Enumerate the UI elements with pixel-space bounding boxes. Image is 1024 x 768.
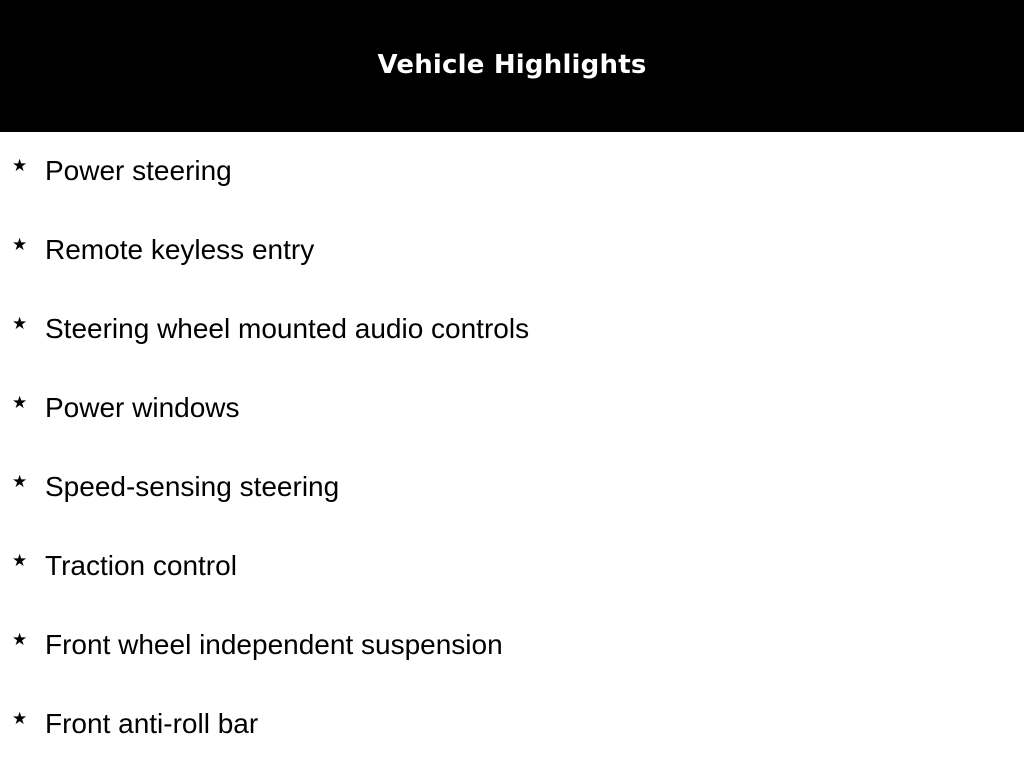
star-icon: ★ (12, 551, 28, 571)
list-item (0, 290, 1024, 369)
star-icon: ★ (12, 235, 28, 255)
highlight-label: Speed-sensing steering (45, 471, 340, 502)
highlight-label: Power windows (45, 392, 240, 423)
star-icon: ★ (12, 393, 28, 413)
list-item (0, 211, 1024, 290)
star-icon: ★ (12, 630, 28, 650)
highlight-label: Remote keyless entry (45, 234, 315, 265)
list-item (0, 448, 1024, 527)
list-item (0, 369, 1024, 448)
list-item (0, 685, 1024, 764)
highlight-label: Steering wheel mounted audio controls (45, 313, 530, 344)
highlight-label: Traction control (45, 550, 237, 581)
page-title: Vehicle Highlights (377, 50, 647, 80)
star-icon: ★ (12, 156, 28, 176)
highlight-label: Power steering (45, 155, 232, 186)
highlights-list (0, 132, 1024, 764)
highlight-label: Front anti-roll bar (45, 708, 259, 739)
star-icon: ★ (12, 314, 28, 334)
list-item (0, 132, 1024, 211)
star-icon: ★ (12, 709, 28, 729)
star-icon: ★ (12, 472, 28, 492)
highlight-label: Front wheel independent suspension (45, 629, 503, 660)
list-item (0, 527, 1024, 606)
list-item (0, 606, 1024, 685)
header-bar (0, 0, 1024, 132)
